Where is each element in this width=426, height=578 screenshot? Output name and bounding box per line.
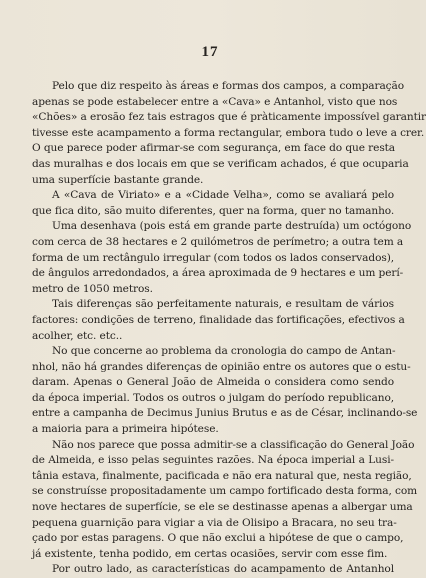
text-line: com cerca de 38 hectares e 2 quilómetros de perímetro; a outra tem a: [32, 235, 404, 248]
text-line: tânia estava, finalmente, pacificada e não era natural que, nesta região,: [32, 469, 412, 482]
text-line: a maioria para a primeira hipótese.: [32, 423, 219, 436]
text-line: Uma desenhava (pois está em grande parte destruída) um octógono: [52, 220, 412, 233]
text-line: Tais diferenças são perfeitamente naturais, e resultam de vários: [52, 298, 394, 311]
text-line: çado por estas paragens. O que não exclui a hipótese de que o campo,: [32, 532, 404, 545]
text-line: que fica dito, são muito diferentes, quer na forma, quer no tamanho.: [32, 204, 395, 217]
text-line: metro de 1050 metros.: [32, 282, 153, 295]
text-line: se construísse propositadamente um campo fortificado desta forma, com: [32, 485, 418, 498]
text-line: de ângulos arredondados, a área aproximada de 9 hectares e um perí-: [32, 267, 404, 280]
text-line: já existente, tenha podido, em certas ocasiões, servir com esse fim.: [32, 547, 388, 560]
text-line: O que parece poder afirmar-se com segurança, em face do que resta: [32, 142, 396, 155]
text-line: da época imperial. Todos os outros o julgam do período republicano,: [32, 391, 394, 404]
text-line: de Almeida, e isso pelas seguintes razões. Na época imperial a Lusi-: [32, 454, 394, 467]
text-line: tivesse este acampamento a forma rectangular, embora tudo o leve a crer.: [32, 126, 425, 139]
text-line: forma de um rectângulo irregular (com todos os lados conservados),: [32, 251, 394, 264]
text-line: acolher, etc. etc..: [32, 329, 123, 342]
body-text: [32, 79, 426, 578]
text-line: das muralhas e dos locais em que se verificam achados, é que ocuparia: [32, 157, 409, 170]
text-line: factores: condições de terreno, finalidade das fortificações, efectivos a: [32, 313, 405, 326]
text-line: apenas se pode estabelecer entre a «Cava» e Antanhol, visto que nos: [32, 95, 398, 108]
text-line: A «Cava de Viriato» e a «Cidade Velha», como se avaliará pelo: [52, 189, 394, 202]
text-line: uma superfície bastante grande.: [32, 173, 204, 186]
text-line: nhol, não há grandes diferenças de opinião entre os autores que o estu-: [32, 360, 411, 373]
text-line: No que concerne ao problema da cronologia do campo de Antan-: [52, 345, 396, 358]
text-line: daram. Apenas o General João de Almeida o considera como sendo: [32, 376, 394, 389]
text-line: «Chões» a erosão fez tais estragos que é pràticamente impossível garantir: [32, 111, 426, 124]
text-line: nove hectares de superfície, se ele se destinasse apenas a albergar uma: [32, 501, 413, 514]
text-line: Não nos parece que possa admitir-se a classificação do General João: [52, 438, 415, 451]
text-line: Pelo que diz respeito às áreas e formas dos campos, a comparação: [52, 80, 405, 92]
text-line: entre a campanha de Decimus Junius Brutus e as de César, inclinando-se: [32, 407, 418, 420]
page-number: 17: [201, 44, 219, 60]
text-line: Por outro lado, as características do acampamento de Antanhol: [52, 563, 394, 576]
text-line: pequena guarnição para vigiar a via de Olisipo a Bracara, no seu tra-: [32, 516, 397, 529]
